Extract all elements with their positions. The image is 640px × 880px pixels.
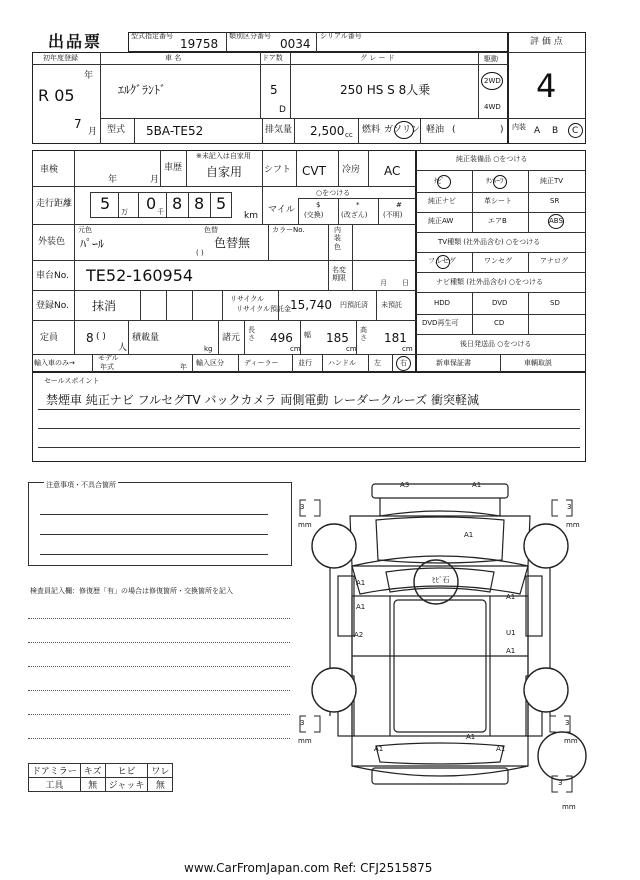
fuel-light-oil: 軽油 [426,125,445,135]
equip-sr: SR [550,197,560,205]
car-name-value: ｴﾙｸﾞﾗﾝﾄﾞ [118,83,167,97]
navi-title: ナビ種類 (社外品含む) ○をつける [436,278,544,286]
drive-2wd: 2WD [484,77,501,85]
mileage-dollar: $ [316,201,321,209]
mileage-unit-sen: 千 [157,208,164,216]
tv-fullseg: フルセグ [428,257,456,265]
inspector-label: 検査員記入欄：修復歴「有」の場合は修復箇所・交換箇所を記入 [30,587,233,595]
shift-label: シフト [264,165,292,175]
navi-dvd-play: DVD再生可 [422,319,459,327]
model-type-label: 型式 [107,125,126,135]
fuel-gasoline: ガソリン [384,125,421,135]
recycle-label-1: リサイクル [230,295,265,303]
mini-jack: ジャッキ [105,778,148,792]
mirror-tools-table [28,763,173,792]
damage-left-door: A1 [356,603,366,611]
mini-crack: ヒビ [105,764,148,778]
fuel-circle [394,121,414,139]
ac-label: 冷房 [342,165,361,175]
registration-value: 抹消 [92,299,117,313]
height-unit: cm [402,345,413,353]
damage-right-door: U1 [506,629,516,637]
mileage-unit-man: 万 [121,208,128,216]
model-year-label-1: モデル [98,354,119,362]
first-reg-month-unit: 月 [88,127,98,137]
drive-4wd: 4WD [484,103,501,111]
damage-front-bumper: A3 [400,481,410,489]
length-label: 長さ [248,326,255,343]
equip-navi: ﾅﾋﾞ [434,177,445,185]
category-label: 類別区分番号 [229,32,271,40]
name-change-label: 名変期限 [332,266,346,283]
displacement-label: 排気量 [265,125,293,135]
equip-sunroof-circle [493,175,507,189]
width-unit: cm [346,345,357,353]
recycle-value: 15,740 [290,298,332,312]
car-damage-diagram [290,476,590,816]
model-designation-value: 19758 [180,37,219,51]
capacity-paren: ( ) [96,332,106,342]
name-change-month: 月 [380,279,387,287]
first-reg-year-unit: 年 [84,71,94,81]
score-value: 4 [536,67,557,105]
damage-rear: A1 [466,733,476,741]
navi-sd: SD [550,299,560,307]
navi-cd: CD [494,319,505,327]
tread-spare: 3 [558,779,563,787]
equipment-title: 純正装備品 ○をつける [456,155,528,163]
damage-windshield: ﾋﾋﾞ石 [432,576,450,584]
fuel-label: 燃料 [362,125,381,135]
color-original-value: ﾊﾟｰﾙ [80,237,105,251]
car-name-label: 車 名 [165,54,182,62]
history-label: 車歴 [164,163,183,173]
tread-spare-unit: mm [562,803,576,811]
color-no-label: カラーNo. [272,226,305,234]
interior-c-circle [568,123,583,138]
first-reg-year: R 05 [38,86,75,105]
height-value: 181 [384,331,407,345]
tread-rr: 3 [565,719,570,727]
mini-mirror: ドアミラー [29,764,81,778]
shift-value: CVT [302,164,326,178]
equip-navi-circle [437,175,451,189]
width-value: 185 [326,331,349,345]
history-value: 自家用 [206,165,243,179]
mileage-digit-5: 5 [216,194,227,213]
import-dealer: ディーラー [244,359,279,367]
tv-analog: アナログ [540,257,568,265]
color-code-value: 色替無 [214,236,251,250]
tread-fr-unit: mm [566,521,580,529]
serial-label: シリアル番号 [320,32,362,40]
score-label: 評 価 点 [530,37,563,47]
color-paren: ( ) [196,249,204,257]
first-reg-label: 初年度登録 [43,54,78,62]
ac-value: AC [384,164,401,178]
tread-rl: 3 [300,719,305,727]
doors-value: 5 [270,83,278,97]
damage-front-bumper-2: A1 [472,481,482,489]
damage-left-front: A1 [356,579,366,587]
mileage-digit-1: 5 [100,194,111,213]
damage-left-rear: A2 [354,631,364,639]
notes-label: 注意事項・不具合箇所 [46,481,116,489]
import-type-label: 輸入区分 [196,359,224,367]
chassis-value: TE52-160954 [86,266,194,285]
tv-fullseg-circle [436,255,450,269]
height-label: 高さ [360,326,367,343]
navi-hdd: HDD [434,299,451,307]
tv-title: TV種類 (社外品含む) ○をつける [438,238,541,246]
mini-jack-value: 無 [148,778,173,792]
handle-right: 右 [400,359,407,367]
mileage-digit-3: 8 [172,194,183,213]
tv-oneseg: ワンセグ [484,257,512,265]
mileage-tampered: (改ざん) [341,211,368,219]
damage-hood: A1 [464,531,474,539]
model-type-value: 5BA-TE52 [146,124,204,138]
dims-label: 諸元 [222,333,241,343]
history-note: ※未記入は自家用 [196,152,251,160]
load-kg-unit: kg [204,345,213,353]
color-original-label: 元色 [78,226,92,234]
interior-color-label: 内装色 [334,226,341,251]
load-label: 積載量 [132,333,160,343]
width-label: 幅 [304,331,311,339]
mileage-unit: km [244,211,258,221]
capacity-value: 8 [86,331,94,345]
grade-label: グ レ ー ド [360,54,395,62]
drive-2wd-circle [481,72,503,90]
drive-label: 駆動 [484,55,498,63]
mini-tools: 工具 [29,778,81,792]
color-code-label: 色替 [204,226,218,234]
later-manual: 車輌取説 [524,359,552,367]
category-value: 0034 [280,37,311,51]
color-label: 外装色 [38,237,66,247]
mileage-circle-note: ○をつける [316,189,351,197]
interior-c: C [572,126,579,136]
tread-fl-unit: mm [298,521,312,529]
inspection-year-unit: 年 [108,175,118,185]
sales-point-text: 禁煙車 純正ナビ フルセグTV バックカメラ 両側電動 レーダークルーズ 衝突軽減 [46,393,479,407]
mini-scratch: キズ [80,764,105,778]
damage-rear-bumper-l: A1 [374,745,384,753]
tread-fr: 3 [567,503,572,511]
chassis-label: 車台No. [36,271,69,281]
equip-abs-circle [548,214,564,229]
footer-ref: www.CarFromJapan.com Ref: CFJ2515875 [184,861,433,875]
mini-tools-value: 無 [80,778,105,792]
recycle-unit: 円預託済 [340,301,368,309]
navi-dvd: DVD [492,299,508,307]
sales-point-label: セールスポイント [44,377,100,385]
sales-point-box [32,372,586,462]
handle-label: ハンドル [328,359,356,367]
recycle-unpaid: 未預託 [381,301,402,309]
doors-label: ドア数 [262,54,283,62]
mileage-hash: # [396,201,402,209]
handle-left: 左 [374,359,381,367]
import-label: 輸入車のみ→ [34,359,75,367]
inspection-month-unit: 月 [150,175,160,185]
tread-rr-unit: mm [564,737,578,745]
interior-a: A [534,126,541,136]
mileage-digit-4: 8 [194,194,205,213]
displacement-value: 2,500 [310,124,345,138]
mileage-unknown: (不明) [383,211,403,219]
doors-suffix: D [279,105,286,115]
first-reg-month: 7 [74,117,82,131]
equip-abs: ABS [549,217,563,225]
handle-right-circle [396,356,411,371]
later-warranty: 新車保証書 [436,359,471,367]
tread-rl-unit: mm [298,737,312,745]
equip-aw: 純正AW [428,217,454,225]
name-change-day: 日 [402,279,409,287]
capacity-person-unit: 人 [118,343,128,353]
registration-label: 登録No. [36,301,69,311]
tread-fl: 3 [300,503,305,511]
mini-break: ワレ [148,764,173,778]
damage-right-front: A1 [506,593,516,601]
mileage-label: 走行距離 [36,199,73,209]
grade-value: 250 HS S 8人乗 [340,83,431,97]
mileage-star: * [356,201,360,209]
mileage-digit-2: 0 [146,194,157,213]
model-designation-label: 型式指定番号 [131,32,173,40]
length-unit: cm [290,345,301,353]
equip-genuine-navi: 純正ナビ [428,197,456,205]
inspection-label: 車検 [40,165,59,175]
mile-label: マイル [268,205,295,215]
interior-label: 内装 [512,123,526,131]
damage-rear-bumper-r: A1 [496,745,506,753]
model-year-unit: 年 [180,363,187,371]
sheet-title: 出品票 [48,32,103,51]
damage-right-rear: A1 [506,647,516,655]
capacity-label: 定員 [40,333,59,343]
length-value: 496 [270,331,293,345]
equip-tv: 純正TV [540,177,564,185]
equip-leather: 革シート [484,197,512,205]
equip-sunroof: ｻﾝﾙｰﾌ [486,177,504,185]
later-title: 後日発送品 ○をつける [460,340,532,348]
import-parallel: 並行 [298,359,312,367]
equip-airbag: エアB [488,217,507,225]
mileage-exchange: (交換) [304,211,324,219]
displacement-unit: cc [345,131,353,139]
recycle-label: リサイクル預託金 [236,305,292,313]
interior-b: B [552,126,559,136]
